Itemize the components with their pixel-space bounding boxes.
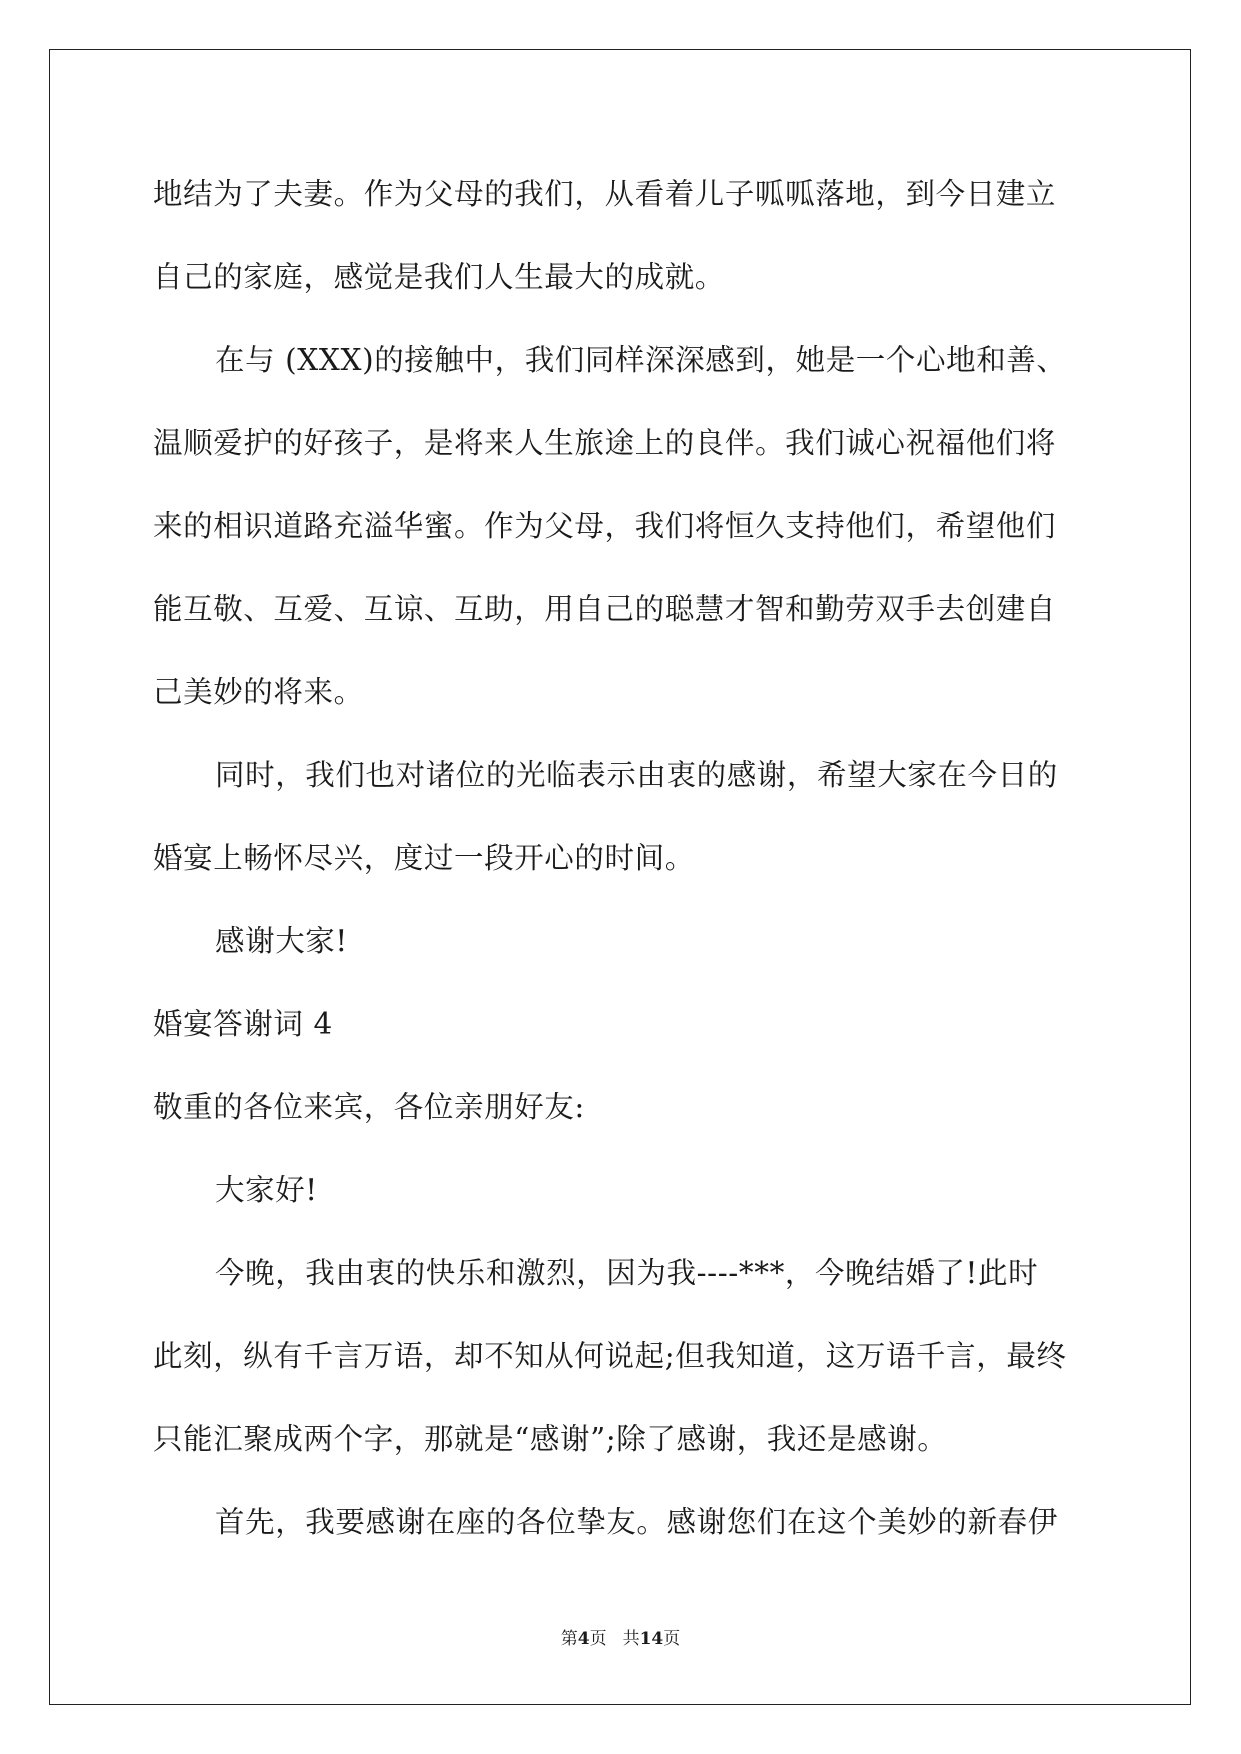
text-line: 地结为了夫妻。作为父母的我们，从看着儿子呱呱落地，到今日建立 [153, 177, 1057, 211]
greeting: 大家好! [215, 1173, 318, 1207]
salutation: 敬重的各位来宾，各位亲朋好友: [153, 1090, 585, 1124]
total-prefix: 共 [622, 1629, 640, 1649]
text-line: 首先，我要感谢在座的各位挚友。感谢您们在这个美妙的新春伊 [215, 1505, 1058, 1539]
page-suffix: 页 [589, 1629, 607, 1649]
text-line: 在与 (XXX)的接触中，我们同样深深感到，她是一个心地和善、 [215, 343, 1067, 377]
page-number: 4 [577, 1629, 590, 1649]
total-suffix: 页 [663, 1629, 681, 1649]
text-line: 只能汇聚成两个字，那就是“感谢”;除了感谢，我还是感谢。 [153, 1422, 948, 1456]
section-heading: 婚宴答谢词 4 [153, 1007, 333, 1041]
text-line: 温顺爱护的好孩子，是将来人生旅途上的良伴。我们诚心祝福他们将 [153, 426, 1057, 460]
page-footer [0, 1628, 1241, 1650]
page-prefix: 第 [560, 1629, 578, 1649]
text-line: 此刻，纵有千言万语，却不知从何说起;但我知道，这万语千言，最终 [153, 1339, 1067, 1373]
total-pages: 14 [639, 1629, 664, 1649]
text-line: 感谢大家! [215, 924, 348, 958]
text-line: 己美妙的将来。 [153, 675, 364, 709]
text-line: 同时，我们也对诸位的光临表示由衷的感谢，希望大家在今日的 [215, 758, 1058, 792]
text-line: 自己的家庭，感觉是我们人生最大的成就。 [153, 260, 725, 294]
text-line: 来的相识道路充溢华蜜。作为父母，我们将恒久支持他们，希望他们 [153, 509, 1057, 543]
text-line: 婚宴上畅怀尽兴，度过一段开心的时间。 [153, 841, 695, 875]
document-body [153, 161, 1093, 1572]
text-line: 今晚，我由衷的快乐和激烈，因为我----***，今晚结婚了!此时 [215, 1256, 1039, 1290]
text-line: 能互敬、互爱、互谅、互助，用自己的聪慧才智和勤劳双手去创建自 [153, 592, 1057, 626]
